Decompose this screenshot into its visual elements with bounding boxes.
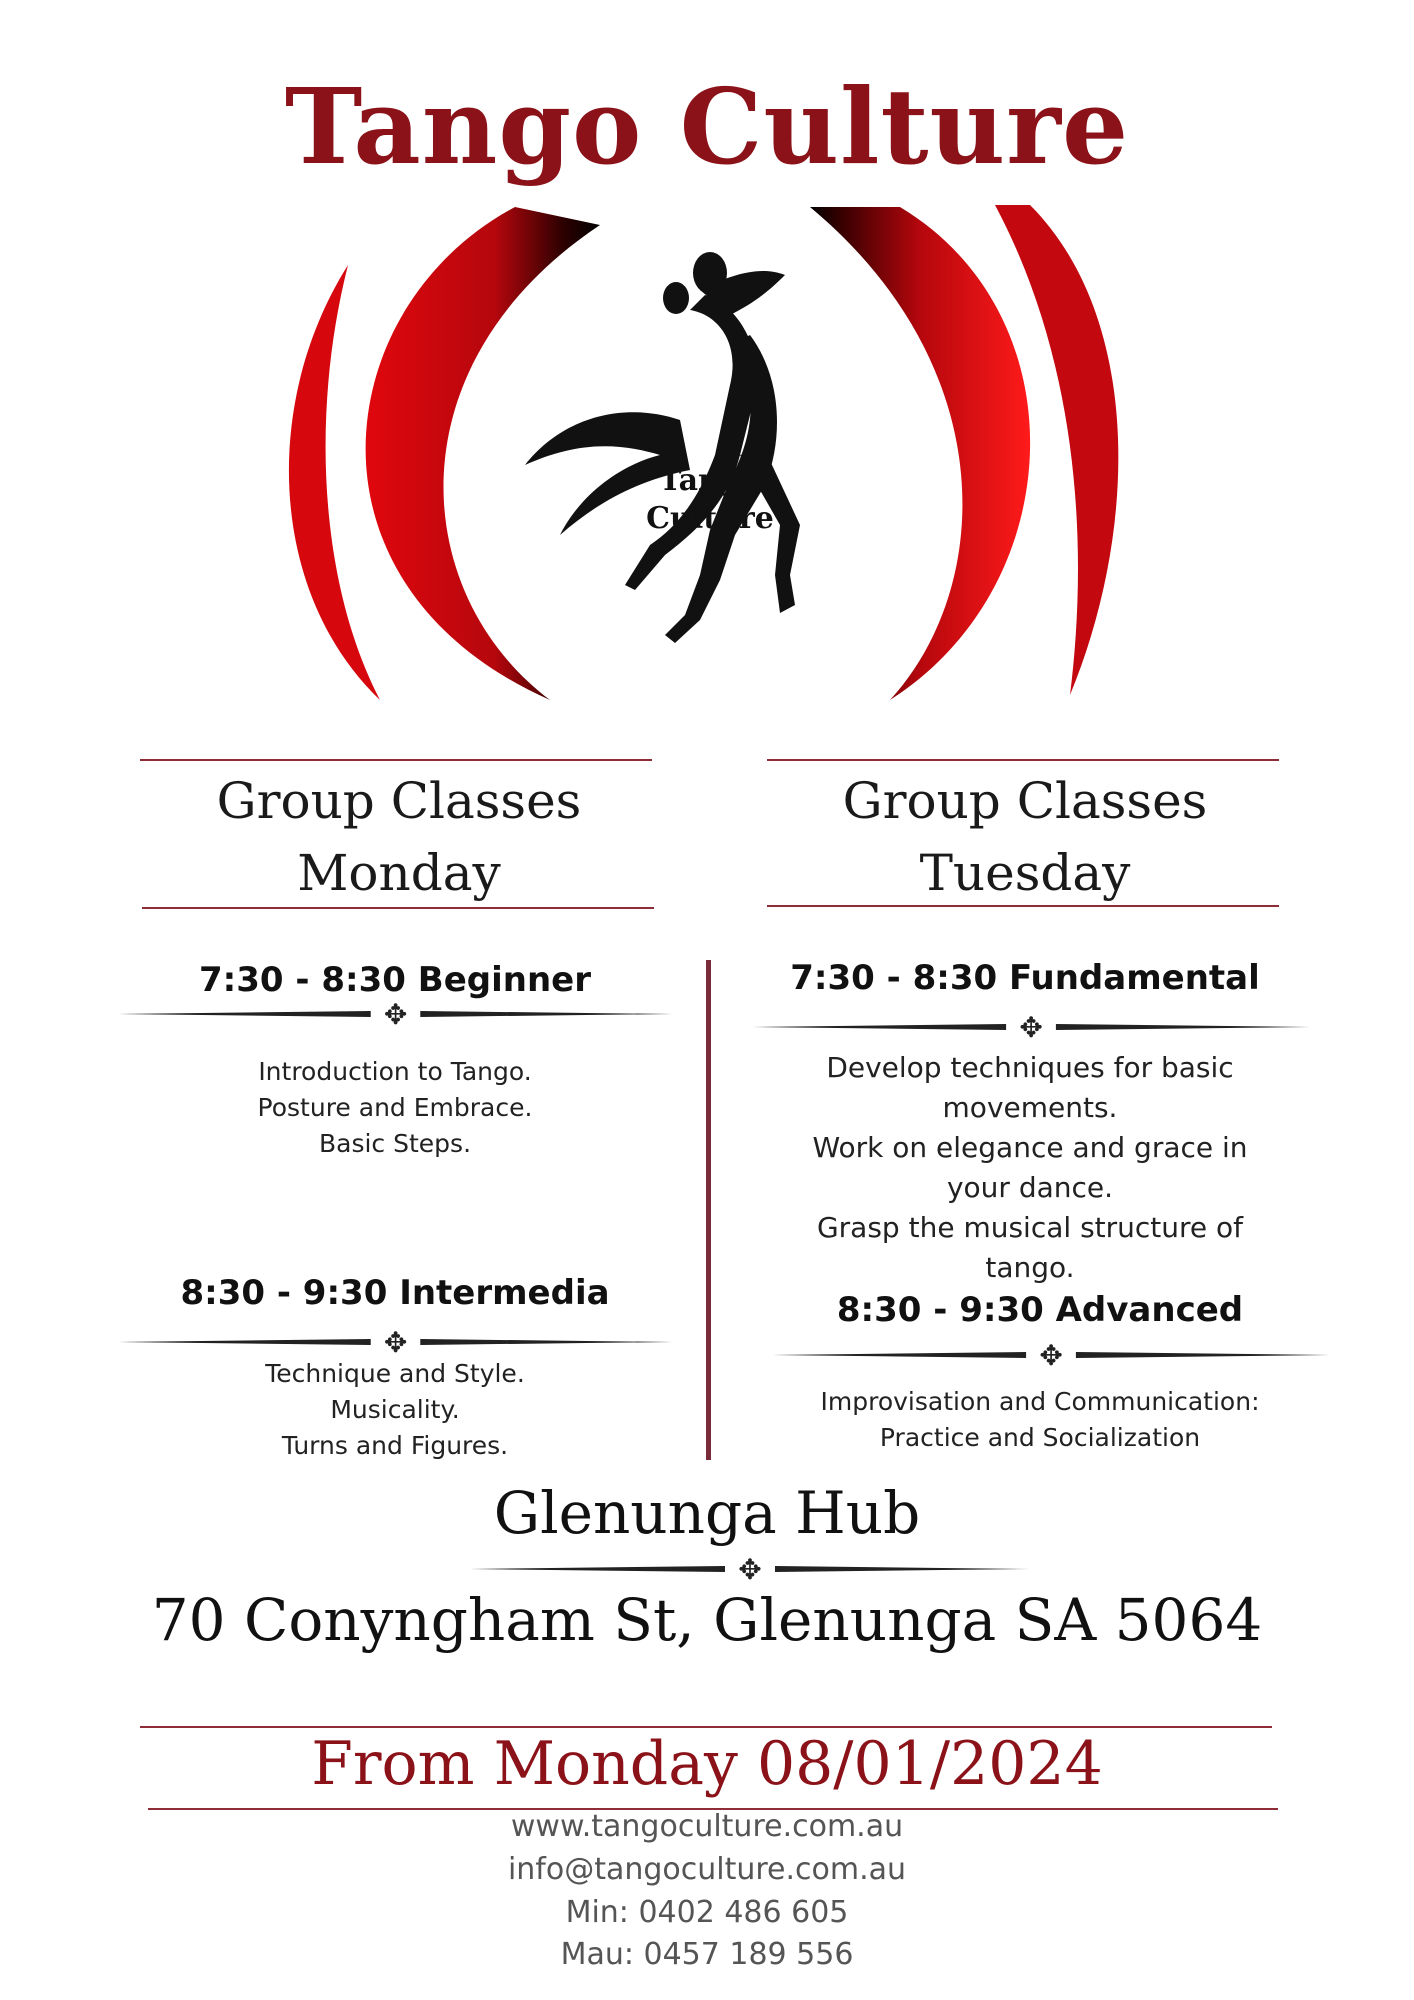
- description-line: Introduction to Tango.: [258, 1057, 532, 1086]
- monday-class-2-description: [120, 1356, 670, 1464]
- tuesday-heading-bottom-rule: [767, 905, 1279, 907]
- phone-mau: Mau: 0457 189 556: [560, 1937, 854, 1972]
- tuesday-class-1-description: [740, 1048, 1320, 1288]
- monday-heading-line1: Group Classes: [216, 772, 582, 830]
- tuesday-class-1-time: 7:30 - 8:30 Fundamental: [790, 958, 1260, 998]
- monday-class-1-time: 7:30 - 8:30 Beginner: [199, 960, 591, 1000]
- page-title: Tango Culture: [284, 65, 1130, 188]
- left-red-swoosh: [366, 207, 600, 700]
- svg-text:✥: ✥: [1039, 1340, 1063, 1370]
- flourish-divider-icon: [772, 1340, 1330, 1370]
- monday-class-2-time: 8:30 - 9:30 Intermedia: [180, 1273, 610, 1313]
- description-line: Basic Steps.: [318, 1129, 472, 1158]
- website-link[interactable]: www.tangoculture.com.au: [510, 1809, 904, 1844]
- tuesday-heading-line2: Tuesday: [919, 844, 1131, 902]
- description-line: movements.: [942, 1091, 1118, 1124]
- venue-name: Glenunga Hub: [493, 1479, 921, 1547]
- description-line: Posture and Embrace.: [257, 1093, 533, 1122]
- phone-min: Min: 0402 486 605: [565, 1895, 849, 1930]
- venue-address: 70 Conyngham St, Glenunga SA 5064: [151, 1586, 1263, 1654]
- column-divider: [706, 960, 711, 1460]
- svg-text:✥: ✥: [383, 999, 408, 1029]
- description-line: Work on elegance and grace in: [812, 1131, 1248, 1164]
- flourish-divider-icon: [118, 999, 673, 1029]
- tuesday-heading-line1: Group Classes: [842, 772, 1208, 830]
- description-line: tango.: [985, 1251, 1075, 1284]
- flourish-divider-icon: [470, 1554, 1030, 1584]
- left-red-sliver: [289, 265, 380, 700]
- start-date: From Monday 08/01/2024: [311, 1729, 1103, 1799]
- flourish-divider-icon: [752, 1012, 1310, 1042]
- monday-class-1-description: [120, 1054, 670, 1162]
- dancers-silhouette-icon: [525, 252, 800, 643]
- logo-text-line1: Tango: [659, 463, 761, 498]
- monday-heading-line2: Monday: [297, 844, 501, 902]
- tuesday-class-2-description: [760, 1384, 1320, 1456]
- description-line: Technique and Style.: [265, 1359, 525, 1388]
- monday-heading-bottom-rule: [142, 907, 654, 909]
- description-line: Practice and Socialization: [879, 1423, 1201, 1452]
- svg-text:✥: ✥: [383, 1327, 408, 1357]
- svg-text:✥: ✥: [1019, 1012, 1043, 1042]
- logo-text-line2: Culture: [646, 501, 774, 536]
- description-line: Grasp the musical structure of: [816, 1211, 1244, 1244]
- svg-text:✥: ✥: [738, 1554, 762, 1584]
- description-line: your dance.: [946, 1171, 1114, 1204]
- tuesday-heading: [765, 765, 1285, 909]
- description-line: Musicality.: [330, 1395, 460, 1424]
- right-red-swoosh: [810, 207, 1030, 700]
- email-link[interactable]: info@tangoculture.com.au: [507, 1852, 907, 1887]
- tuesday-class-2-time: 8:30 - 9:30 Advanced: [836, 1290, 1244, 1330]
- monday-heading-top-rule: [140, 759, 652, 761]
- tango-culture-logo: [260, 195, 1160, 725]
- description-line: Turns and Figures.: [281, 1431, 509, 1460]
- tuesday-heading-top-rule: [767, 759, 1279, 761]
- description-line: Develop techniques for basic: [826, 1051, 1234, 1084]
- monday-heading: [139, 765, 659, 909]
- flourish-divider-icon: [118, 1327, 673, 1357]
- description-line: Improvisation and Communication:: [820, 1387, 1260, 1416]
